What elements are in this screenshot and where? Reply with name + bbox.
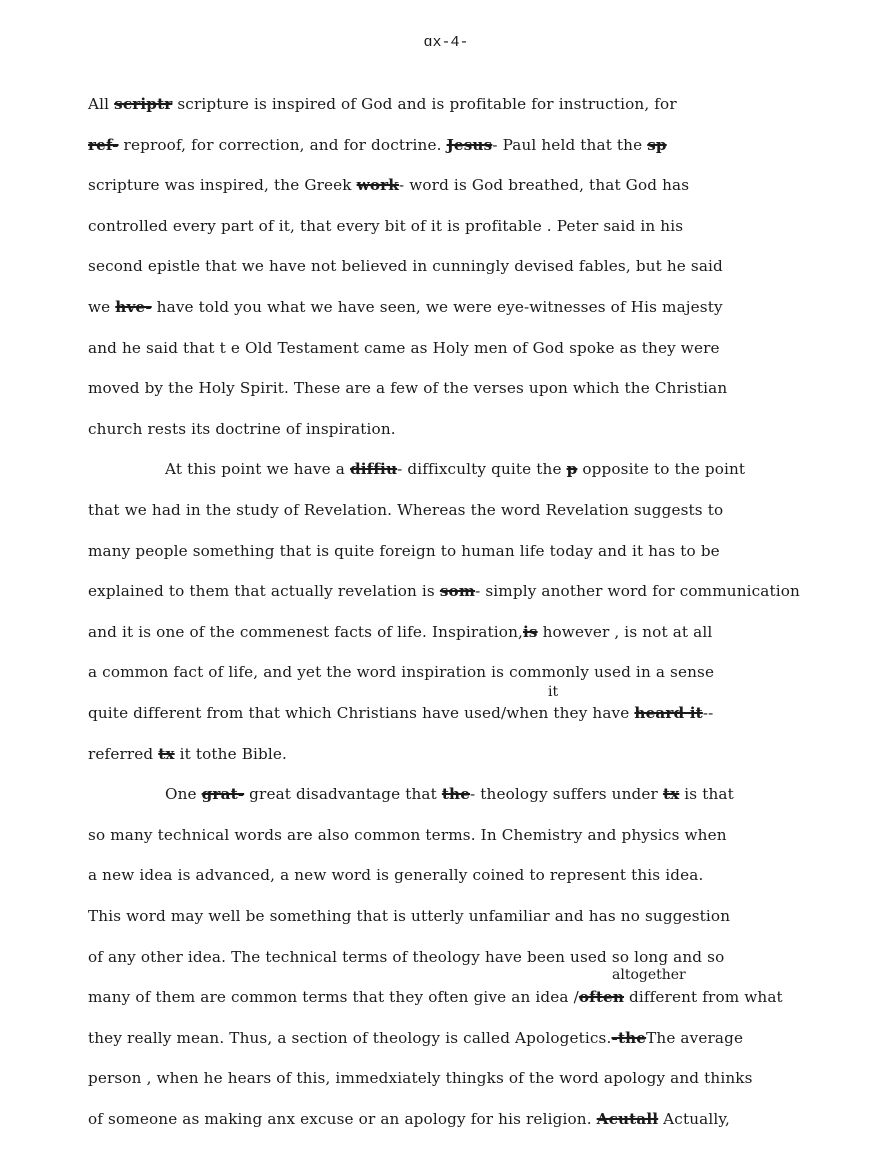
text-run: and it is one of the commenest facts of life. Inspiration, bbox=[88, 622, 523, 641]
text-run: All bbox=[88, 95, 115, 113]
struck-text: sp bbox=[647, 135, 667, 154]
text-run: - word is God breathed, that God has bbox=[398, 176, 690, 195]
text-run: - simply another word for communication bbox=[475, 582, 800, 601]
text-run: and he said that t e Old Testament came as Holy men of God spoke as they were bbox=[88, 338, 720, 357]
text-run: second epistle that we have not believed in cunningly devised fables, but he said bbox=[88, 257, 723, 276]
struck-text: work bbox=[356, 176, 399, 195]
struck-text: hve- bbox=[115, 298, 152, 316]
struck-text: is bbox=[522, 622, 538, 641]
struck-text: tx bbox=[662, 785, 680, 804]
struck-text: Acutall bbox=[596, 1110, 659, 1128]
text-run: person , when he hears of this, immedxiately thingks of the word apology and thinks bbox=[88, 1069, 753, 1088]
text-run: different from what bbox=[624, 988, 783, 1007]
text-run: however , is not at all bbox=[537, 622, 713, 641]
struck-text: ref- bbox=[88, 135, 119, 154]
text-line bbox=[88, 297, 723, 317]
text-line bbox=[88, 419, 396, 439]
struck-text: grat- bbox=[201, 785, 245, 804]
text-line bbox=[88, 541, 720, 561]
struck-text: tx bbox=[158, 744, 175, 763]
text-run: explained to them that actually revelation is bbox=[88, 582, 440, 601]
text-line bbox=[88, 1109, 730, 1129]
text-line bbox=[88, 94, 677, 114]
text-line bbox=[88, 256, 723, 276]
text-line bbox=[88, 865, 703, 885]
text-run: church rests its doctrine of inspiration. bbox=[88, 419, 396, 438]
text-run: a common fact of life, and yet the word inspiration is commonly used in a sense bbox=[88, 663, 715, 682]
text-line bbox=[88, 662, 714, 682]
text-line bbox=[88, 906, 730, 926]
text-run: so many technical words are also common terms. In Chemistry and physics when bbox=[88, 825, 727, 844]
text-run: reproof, for correction, and for doctrine. bbox=[118, 135, 447, 154]
struck-text: Jesus bbox=[446, 135, 493, 154]
text-line bbox=[88, 703, 713, 723]
text-run: referred bbox=[88, 744, 159, 763]
text-run: Actually, bbox=[658, 1110, 731, 1128]
text-line bbox=[88, 378, 727, 398]
text-run: -- bbox=[702, 704, 714, 722]
text-run: it tothe Bible. bbox=[174, 744, 288, 763]
struck-text: som bbox=[439, 582, 476, 601]
text-run: scripture was inspired, the Greek bbox=[88, 176, 357, 195]
text-run: we bbox=[88, 298, 116, 316]
text-run: One bbox=[165, 785, 202, 804]
text-run: that we had in the study of Revelation. Whereas the word Revelation suggests to bbox=[88, 501, 724, 519]
text-line bbox=[88, 622, 712, 642]
text-run: controlled every part of it, that every bit of it is profitable . Peter said in his bbox=[88, 216, 684, 235]
struck-text: often bbox=[578, 988, 625, 1007]
text-run: quite different from that which Christians have used/when they have bbox=[88, 704, 635, 722]
text-run: The average bbox=[646, 1028, 744, 1047]
text-run: great disadvantage that bbox=[244, 785, 442, 804]
text-line bbox=[88, 135, 667, 155]
text-run: they really mean. Thus, a section of theology is called Apologetics. bbox=[88, 1028, 612, 1047]
insertion-it: it bbox=[548, 684, 559, 700]
text-run: of any other idea. The technical terms of theology have been used so long and so bbox=[88, 947, 725, 966]
text-line bbox=[88, 825, 727, 845]
text-run: At this point we have a bbox=[165, 460, 350, 479]
struck-text: scriptr bbox=[114, 95, 173, 113]
text-run: moved by the Holy Spirit. These are a few of the verses upon which the Christian bbox=[88, 379, 728, 398]
text-run: - diffixculty quite the bbox=[397, 460, 567, 479]
text-run: scripture is inspired of God and is profitable for instruction, for bbox=[172, 95, 677, 113]
struck-text: diffiu bbox=[349, 460, 398, 479]
struck-text: -the bbox=[611, 1028, 647, 1047]
text-line bbox=[165, 784, 734, 804]
text-run: have told you what we have seen, we were eye-witnesses of His majesty bbox=[151, 298, 723, 316]
text-line bbox=[88, 500, 723, 520]
text-run: a new idea is advanced, a new word is generally coined to represent this idea. bbox=[88, 866, 704, 885]
struck-text: the bbox=[441, 785, 471, 804]
text-run: - theology suffers under bbox=[470, 785, 663, 804]
insertion-altogether: altogether bbox=[612, 967, 686, 983]
text-line bbox=[88, 216, 683, 236]
text-line bbox=[88, 338, 720, 358]
text-line bbox=[88, 581, 800, 601]
struck-text: p bbox=[566, 460, 578, 479]
text-line bbox=[165, 459, 745, 479]
text-line bbox=[88, 1028, 743, 1048]
text-run: - Paul held that the bbox=[492, 135, 648, 154]
text-line bbox=[88, 947, 724, 967]
text-line bbox=[88, 1068, 753, 1088]
text-run: This word may well be something that is utterly unfamiliar and has no suggestion bbox=[88, 907, 731, 925]
text-line bbox=[88, 987, 783, 1007]
text-run: opposite to the point bbox=[577, 460, 746, 479]
text-run: is that bbox=[679, 785, 734, 804]
text-line bbox=[88, 175, 689, 195]
text-run: of someone as making anx excuse or an apology for his religion. bbox=[88, 1110, 597, 1128]
text-line bbox=[88, 744, 287, 764]
text-run: many of them are common terms that they often give an idea / bbox=[88, 988, 579, 1007]
struck-text: heard it bbox=[634, 704, 703, 722]
text-run: many people something that is quite foreign to human life today and it has to be bbox=[88, 541, 720, 560]
page-number: ɑx-4- bbox=[423, 34, 469, 51]
